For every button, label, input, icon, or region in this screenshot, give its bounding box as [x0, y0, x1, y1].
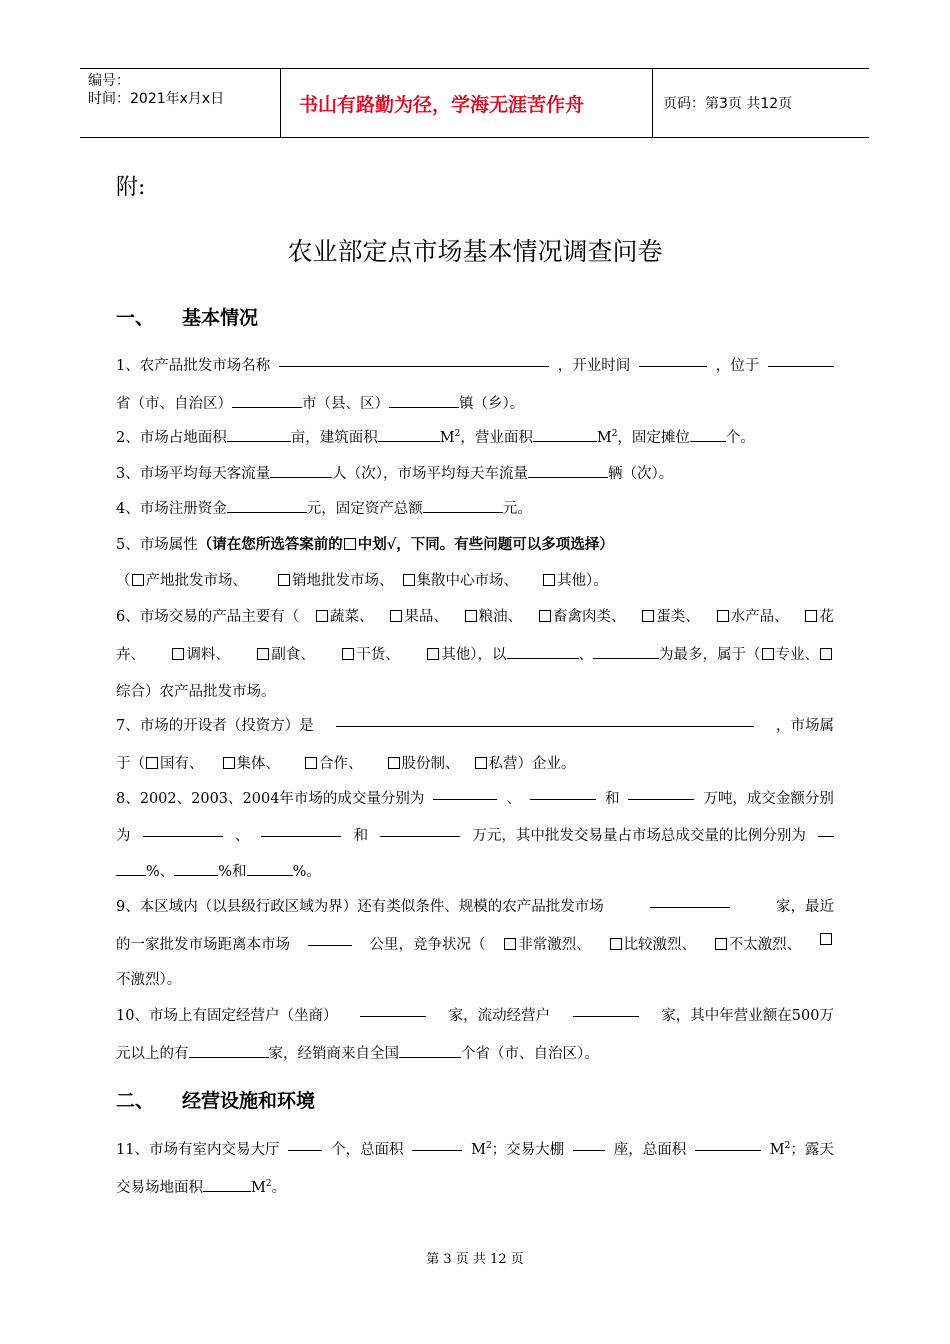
- checkbox[interactable]: [132, 574, 144, 586]
- blank-field[interactable]: [261, 824, 341, 837]
- blank-field[interactable]: [389, 395, 459, 408]
- checkbox[interactable]: [390, 610, 402, 622]
- question-9-line-1: 9、本区域内（以县级行政区域为界）还有类似条件、规模的农产品批发市场 家，最近: [116, 895, 834, 916]
- blank-field[interactable]: [143, 824, 223, 837]
- checkbox[interactable]: [223, 757, 235, 769]
- blank-field[interactable]: [690, 429, 726, 442]
- section-number: 二、: [116, 1090, 155, 1112]
- section-title: 经营设施和环境: [182, 1090, 316, 1112]
- blank-field[interactable]: [360, 1004, 426, 1017]
- question-2: 2、市场占地面积 亩，建筑面积 $M^2$，营业面积 $M^2$，固定摊位 个。: [116, 429, 755, 446]
- section-number: 一、: [116, 307, 155, 329]
- checkbox[interactable]: [610, 938, 622, 950]
- question-6-line-2: 卉、 调料、 副食、 干货、 其他），以 、 为最多，属于（ 专业、: [116, 643, 834, 664]
- blank-field[interactable]: [530, 787, 596, 800]
- question-10-line-2: 元以上的有 家，经销商来自全国 个省（市、自治区）。: [116, 1046, 599, 1062]
- blank-field[interactable]: [174, 863, 218, 876]
- blank-field[interactable]: [507, 646, 579, 659]
- blank-field[interactable]: [279, 354, 549, 367]
- blank-field[interactable]: [628, 787, 694, 800]
- checkbox[interactable]: [539, 610, 551, 622]
- blank-field[interactable]: [288, 1138, 322, 1151]
- question-5-options: （ 产地批发市场、 销地批发市场、 集散中心市场、 其他）。: [116, 573, 608, 589]
- question-10-line-1: 10、市场上有固定经营户（坐商） 家，流动经营户 家，其中年营业额在500万: [116, 1004, 834, 1025]
- question-7-line-1: 7、市场的开设者（投资方）是 ，市场属: [116, 714, 834, 735]
- question-9-line-2: 的一家批发市场距离本市场 公里，竞争状况（ 非常激烈、 比较激烈、 不太激烈、: [116, 933, 834, 954]
- blank-field[interactable]: [232, 395, 302, 408]
- checkbox[interactable]: [257, 648, 269, 660]
- checkbox[interactable]: [427, 648, 439, 660]
- blank-field[interactable]: [650, 895, 730, 908]
- checkbox[interactable]: [717, 610, 729, 622]
- checkbox[interactable]: [146, 757, 158, 769]
- checkbox[interactable]: [475, 757, 487, 769]
- header-meta: [80, 69, 281, 137]
- question-6-line-1: 6、市场交易的产品主要有（ 蔬菜、 果品、 粮油、 畜禽肉类、 蛋类、 水产品、 花: [116, 609, 834, 625]
- question-8-line-1: 8、2002、2003、2004年市场的成交量分别为 、 和 万吨，成交金额分别: [116, 787, 834, 808]
- checkbox[interactable]: [465, 610, 477, 622]
- blank-field[interactable]: [433, 787, 497, 800]
- page-footer: 第 3 页 共 12 页: [426, 1252, 524, 1267]
- header-page-info: 页码：第3页 共12页: [663, 96, 793, 112]
- checkbox[interactable]: [504, 938, 516, 950]
- question-8-line-3: %、 %和 %。: [116, 860, 834, 881]
- blank-field[interactable]: [380, 824, 460, 837]
- checkbox[interactable]: [762, 648, 774, 660]
- checkbox[interactable]: [305, 757, 317, 769]
- checkbox[interactable]: [715, 938, 727, 950]
- question-8-line-2: 为 、 和 万元，其中批发交易量占市场总成交量的比例分别为: [116, 824, 834, 845]
- blank-field[interactable]: [247, 863, 293, 876]
- checkbox[interactable]: [388, 757, 400, 769]
- page-header: [80, 68, 869, 138]
- header-number-label: 编号：: [88, 73, 130, 89]
- header-time-label: 时间：2021年x月x日: [88, 91, 225, 107]
- blank-field[interactable]: [639, 354, 707, 367]
- question-1-line-2: 省（市、自治区） 市（县、区） 镇（乡）。: [116, 396, 525, 412]
- checkbox[interactable]: [403, 574, 415, 586]
- question-3: 3、市场平均每天客流量 人（次），市场平均每天车流量 辆（次）。: [116, 466, 674, 482]
- question-6-line-3: 综合）农产品批发市场。: [116, 684, 276, 700]
- blank-field[interactable]: [227, 429, 291, 442]
- question-11-line-2: 交易场地面积 $M^2$。: [116, 1179, 287, 1196]
- blank-field[interactable]: [412, 1138, 462, 1151]
- blank-field[interactable]: [573, 1138, 605, 1151]
- question-5-line-1: 5、市场属性（请在您所选答案前的 中划√，下同。有些问题可以多项选择）: [116, 536, 614, 553]
- header-motto: 书山有路勤为径，学海无涯苦作舟: [281, 69, 653, 137]
- section-title: 基本情况: [182, 307, 259, 329]
- checkbox[interactable]: [642, 610, 654, 622]
- blank-field[interactable]: [270, 465, 332, 478]
- checkbox[interactable]: [543, 574, 555, 586]
- blank-field[interactable]: [818, 824, 834, 837]
- checkbox[interactable]: [172, 648, 184, 660]
- blank-field[interactable]: [423, 500, 503, 513]
- blank-field[interactable]: [189, 1045, 269, 1058]
- blank-field[interactable]: [203, 1179, 251, 1192]
- question-11-line-1: 11、市场有室内交易大厅 个，总面积 $M^2$；交易大棚 座，总面积 $M^2$；露天: [116, 1138, 834, 1159]
- checkbox[interactable]: [342, 648, 354, 660]
- question-1-line-1: 1、农产品批发市场名称 ，开业时间 ，位于: [116, 354, 834, 375]
- question-7-line-2: 于（ 国有、 集体、 合作、 股份制、 私营）企业。: [116, 756, 576, 772]
- checkbox[interactable]: [316, 610, 328, 622]
- page-title: 农业部定点市场基本情况调查问卷: [287, 237, 663, 266]
- blank-field[interactable]: [573, 1004, 639, 1017]
- blank-field[interactable]: [378, 429, 440, 442]
- attachment-label: 附:: [116, 175, 146, 200]
- blank-field[interactable]: [116, 863, 146, 876]
- blank-field[interactable]: [528, 465, 608, 478]
- blank-field[interactable]: [533, 429, 597, 442]
- blank-field[interactable]: [308, 933, 352, 946]
- blank-field[interactable]: [768, 354, 834, 367]
- section-heading-basic: [116, 303, 258, 330]
- checkbox[interactable]: [820, 648, 832, 660]
- blank-field[interactable]: [336, 714, 754, 727]
- checkbox[interactable]: [805, 610, 817, 622]
- checkbox[interactable]: [344, 538, 356, 550]
- blank-field[interactable]: [695, 1138, 761, 1151]
- blank-field[interactable]: [227, 500, 307, 513]
- checkbox[interactable]: [820, 933, 832, 945]
- question-4: 4、市场注册资金 元，固定资产总额 元。: [116, 501, 532, 517]
- blank-field[interactable]: [593, 646, 659, 659]
- blank-field[interactable]: [399, 1045, 461, 1058]
- section-heading-facilities: [116, 1086, 315, 1113]
- question-9-line-3: 不激烈）。: [116, 972, 182, 988]
- checkbox[interactable]: [278, 574, 290, 586]
